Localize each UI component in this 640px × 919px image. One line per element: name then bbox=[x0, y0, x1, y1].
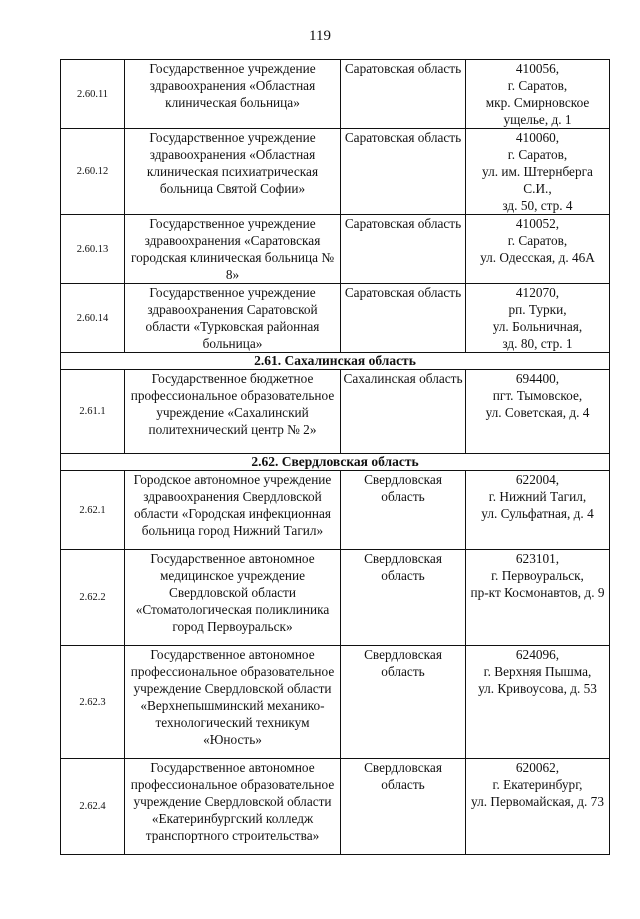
registry-table bbox=[60, 59, 610, 855]
address: 620062, г. Екатеринбург, ул. Первомайская, д. 73 bbox=[466, 759, 610, 855]
address: 622004, г. Нижний Тагил, ул. Сульфатная, д. 4 bbox=[466, 471, 610, 550]
region: Саратовская область bbox=[341, 60, 466, 129]
section-header-row bbox=[61, 353, 610, 370]
table-row bbox=[61, 60, 610, 129]
entry-number: 2.62.3 bbox=[61, 646, 125, 759]
region: Саратовская область bbox=[341, 129, 466, 215]
region: Свердловская область bbox=[341, 646, 466, 759]
address: 624096, г. Верхняя Пышма, ул. Кривоусова, д. 53 bbox=[466, 646, 610, 759]
region: Свердловская область bbox=[341, 471, 466, 550]
institution-name: Городское автономное учреждение здравоохранения Свердловской области «Городская инфекционная больница город Нижний Тагил» bbox=[125, 471, 341, 550]
table-row bbox=[61, 550, 610, 646]
institution-name: Государственное автономное профессиональное образовательное учреждение Свердловской области «Верхнепышминский механико-технологический техникум «Юность» bbox=[125, 646, 341, 759]
entry-number: 2.60.12 bbox=[61, 129, 125, 215]
table-row bbox=[61, 215, 610, 284]
institution-name: Государственное учреждение здравоохранения «Саратовская городская клиническая больница № 8» bbox=[125, 215, 341, 284]
entry-number: 2.62.1 bbox=[61, 471, 125, 550]
institution-name: Государственное учреждение здравоохранения Саратовской области «Турковская районная больница» bbox=[125, 284, 341, 353]
institution-name: Государственное бюджетное профессиональное образовательное учреждение «Сахалинский политехнический центр № 2» bbox=[125, 370, 341, 454]
region: Саратовская область bbox=[341, 215, 466, 284]
entry-number: 2.60.11 bbox=[61, 60, 125, 129]
section-title: 2.62. Свердловская область bbox=[61, 454, 610, 471]
table-row bbox=[61, 471, 610, 550]
institution-name: Государственное автономное профессиональное образовательное учреждение Свердловской области «Екатеринбургский колледж транспортного строительства» bbox=[125, 759, 341, 855]
address: 410052, г. Саратов, ул. Одесская, д. 46А bbox=[466, 215, 610, 284]
table-row bbox=[61, 759, 610, 855]
page-number: 119 bbox=[309, 28, 331, 44]
address: 623101, г. Первоуральск, пр-кт Космонавтов, д. 9 bbox=[466, 550, 610, 646]
region: Саратовская область bbox=[341, 284, 466, 353]
entry-number: 2.60.14 bbox=[61, 284, 125, 353]
section-header-row bbox=[61, 454, 610, 471]
section-title: 2.61. Сахалинская область bbox=[61, 353, 610, 370]
entry-number: 2.61.1 bbox=[61, 370, 125, 454]
entry-number: 2.62.4 bbox=[61, 759, 125, 855]
registry-table-body bbox=[61, 60, 610, 855]
entry-number: 2.60.13 bbox=[61, 215, 125, 284]
table-row bbox=[61, 370, 610, 454]
institution-name: Государственное учреждение здравоохранения «Областная клиническая психиатрическая больница Святой Софии» bbox=[125, 129, 341, 215]
region: Свердловская область bbox=[341, 759, 466, 855]
address: 410060, г. Саратов, ул. им. Штернберга С.И., зд. 50, стр. 4 bbox=[466, 129, 610, 215]
table-row bbox=[61, 284, 610, 353]
institution-name: Государственное автономное медицинское учреждение Свердловской области «Стоматологическая поликлиника город Первоуральск» bbox=[125, 550, 341, 646]
address: 694400, пгт. Тымовское, ул. Советская, д. 4 bbox=[466, 370, 610, 454]
entry-number: 2.62.2 bbox=[61, 550, 125, 646]
region: Свердловская область bbox=[341, 550, 466, 646]
region: Сахалинская область bbox=[341, 370, 466, 454]
institution-name: Государственное учреждение здравоохранения «Областная клиническая больница» bbox=[125, 60, 341, 129]
address: 412070, рп. Турки, ул. Больничная, зд. 80, стр. 1 bbox=[466, 284, 610, 353]
address: 410056, г. Саратов, мкр. Смирновское ущелье, д. 1 bbox=[466, 60, 610, 129]
table-row bbox=[61, 646, 610, 759]
table-row bbox=[61, 129, 610, 215]
